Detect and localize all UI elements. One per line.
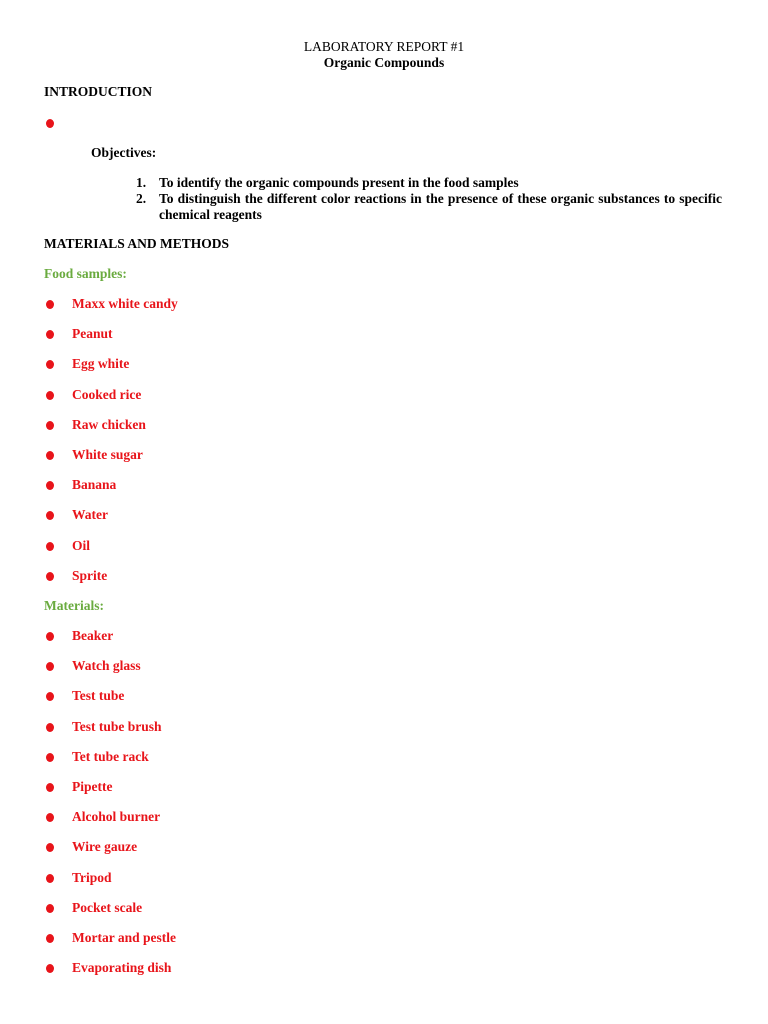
objective-text: To distinguish the different color reactions in the presence of these organic substances to specific chemical reagents — [159, 191, 722, 222]
material-item — [0, 719, 400, 735]
material-item-label: Watch glass — [72, 658, 141, 674]
objective-number: 2. — [136, 191, 147, 206]
bullet-icon — [46, 662, 54, 671]
food-sample-item — [0, 477, 400, 493]
food-sample-item-label: Banana — [72, 477, 117, 493]
bullet-icon — [46, 934, 54, 943]
food-sample-item-label: Water — [72, 507, 108, 523]
food-sample-item-label: Oil — [72, 537, 91, 553]
food-sample-item — [0, 507, 400, 523]
material-item — [0, 870, 400, 886]
material-item — [0, 749, 400, 765]
bullet-icon — [46, 572, 54, 581]
materials-methods-heading: MATERIALS AND METHODS — [44, 236, 230, 251]
bullet-icon — [46, 843, 54, 852]
bullet-icon — [46, 874, 54, 883]
material-item — [0, 960, 400, 976]
objective-text: To identify the organic compounds present in the food samples — [159, 175, 519, 190]
material-item-label: Evaporating dish — [72, 960, 172, 976]
bullet-icon — [46, 391, 54, 400]
bullet-icon — [46, 451, 54, 460]
bullet-icon — [46, 723, 54, 732]
report-title: LABORATORY REPORT #1 — [303, 39, 465, 54]
bullet-icon — [46, 360, 54, 369]
material-item-label: Tet tube rack — [72, 748, 149, 764]
bullet-icon — [46, 481, 54, 490]
food-sample-item-label: Maxx white candy — [72, 296, 178, 311]
bullet-icon — [46, 904, 54, 913]
material-item — [0, 930, 400, 946]
objective-item — [136, 191, 722, 223]
material-item — [0, 779, 400, 795]
bullet-icon — [46, 692, 54, 701]
food-sample-item-label: Egg white — [72, 356, 130, 372]
food-sample-item — [0, 356, 400, 372]
objectives-label: Objectives: — [91, 145, 157, 160]
material-item-label: Test tube — [72, 688, 125, 704]
food-sample-item — [0, 296, 400, 312]
food-sample-item — [0, 387, 400, 403]
material-item-label: Mortar and pestle — [72, 930, 176, 945]
material-item-label: Test tube brush — [72, 718, 162, 734]
food-sample-item-label: Peanut — [72, 326, 113, 342]
food-samples-label: Food samples: — [44, 266, 127, 281]
food-sample-item-label: Cooked rice — [72, 386, 142, 402]
material-item-label: Wire gauze — [72, 839, 138, 855]
food-sample-item — [0, 568, 400, 584]
bullet-icon — [46, 632, 54, 641]
material-item — [0, 628, 400, 644]
objective-item — [136, 175, 722, 191]
report-subtitle: Organic Compounds — [323, 55, 445, 70]
food-sample-item — [0, 417, 400, 433]
bullet-icon — [46, 542, 54, 551]
food-sample-item — [0, 538, 400, 554]
objectives-list — [136, 175, 722, 223]
bullet-icon — [46, 783, 54, 792]
material-item-label: Alcohol burner — [72, 809, 161, 825]
empty-bullet-icon — [46, 119, 54, 128]
material-item-label: Pipette — [72, 779, 113, 794]
bullet-icon — [46, 511, 54, 520]
bullet-icon — [46, 813, 54, 822]
material-item-label: Pocket scale — [72, 899, 143, 915]
material-item — [0, 839, 400, 855]
material-item — [0, 809, 400, 825]
material-item-label: Beaker — [72, 628, 114, 643]
food-sample-item-label: Raw chicken — [72, 416, 146, 432]
introduction-heading: INTRODUCTION — [44, 84, 153, 99]
materials-label: Materials: — [44, 598, 104, 613]
objective-number: 1. — [136, 175, 147, 190]
food-sample-item — [0, 326, 400, 342]
material-item — [0, 658, 400, 674]
bullet-icon — [46, 421, 54, 430]
food-sample-item-label: White sugar — [72, 447, 143, 462]
material-item-label: Tripod — [72, 869, 112, 885]
food-sample-item-label: Sprite — [72, 567, 108, 583]
bullet-icon — [46, 300, 54, 309]
bullet-icon — [46, 964, 54, 973]
food-sample-item — [0, 447, 400, 463]
bullet-icon — [46, 330, 54, 339]
material-item — [0, 900, 400, 916]
bullet-icon — [46, 753, 54, 762]
material-item — [0, 688, 400, 704]
